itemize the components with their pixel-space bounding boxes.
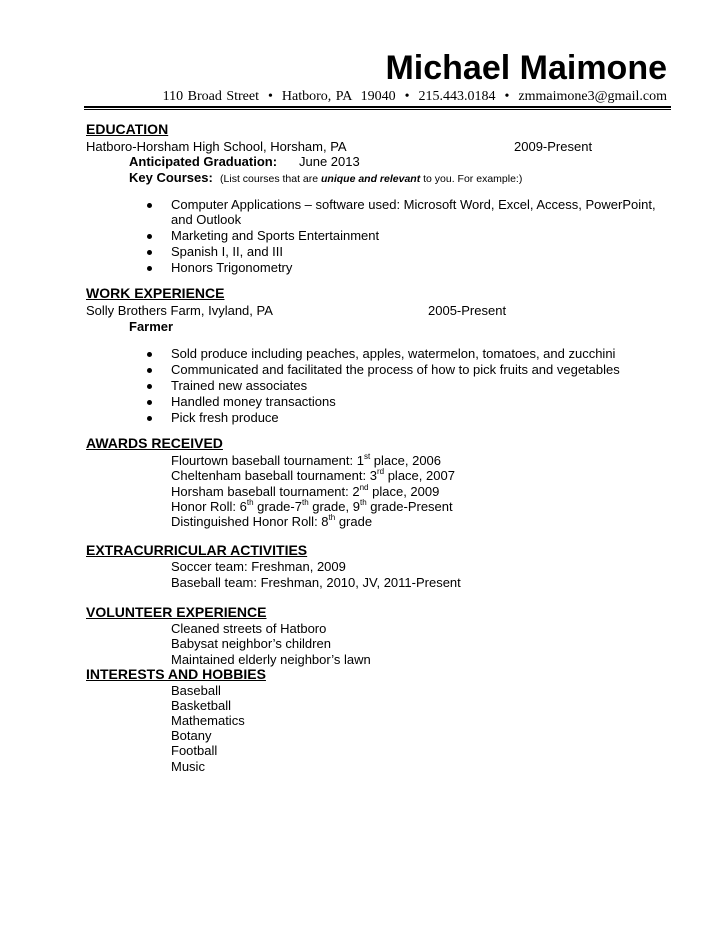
activity-item: Soccer team: Freshman, 2009 [171,559,346,574]
work-dates: 2005-Present [428,303,507,318]
award-text: Honor Roll: 6 [171,498,247,514]
contact-line: 110 Broad Street • Hatboro, PA 19040 • 215.443.0184 • zmmaimone3@gmail.com [162,89,667,104]
award-text: Horsham baseball tournament: 2 [171,483,360,499]
activity-item: Baseball team: Freshman, 2010, JV, 2011-Present [171,574,461,590]
bullet-icon [147,234,152,239]
ordinal-suffix: th [301,497,309,507]
volunteer-item: Cleaned streets of Hatboro [171,621,327,636]
award-text: Cheltenham baseball tournament: 3 [171,468,377,484]
education-heading: EDUCATION [86,121,169,137]
course-item: and Outlook [171,212,242,227]
ordinal-suffix: rd [376,467,385,477]
courses-note [220,173,522,185]
employer: Solly Brothers Farm, Ivyland, PA [86,303,273,318]
bullet-icon [147,203,152,208]
bullet-icon [147,384,152,389]
bullet-icon [147,416,152,421]
interest-item: Mathematics [171,713,245,729]
duty-item: Communicated and facilitated the process of how to pick fruits and vegetables [171,362,620,377]
course-item: Honors Trigonometry [171,260,293,275]
course-item: Spanish I, II, and III [171,244,284,259]
interest-item: Baseball [171,683,221,698]
ordinal-suffix: th [359,497,367,507]
award-item [171,499,453,514]
header-rule [84,106,671,108]
course-item: Marketing and Sports Entertainment [171,228,380,243]
ordinal-suffix: nd [359,482,369,492]
awards-heading: AWARDS RECEIVED [86,435,223,451]
award-item [171,484,439,499]
award-item [171,453,441,468]
ordinal-suffix: th [328,513,336,523]
volunteer-heading: VOLUNTEER EXPERIENCE [86,604,267,620]
bullet-icon [147,266,152,271]
duty-item: Pick fresh produce [171,410,279,425]
job-title: Farmer [129,319,174,334]
bullet-icon [147,400,152,405]
award-text: grade-Present [366,498,453,514]
award-text: Distinguished Honor Roll: 8 [171,514,329,530]
school-name: Hatboro-Horsham High School, Horsham, PA [86,139,347,154]
interest-item: Music [171,758,205,774]
candidate-name: Michael Maimone [385,49,667,87]
award-text: grade-7 [253,498,302,514]
graduation-label: Anticipated Graduation: [129,154,278,169]
key-courses-label: Key Courses: [129,170,213,185]
award-text: place, 2006 [370,453,442,468]
courses-note-emphasis: unique and relevant [321,173,421,185]
interest-item: Botany [171,728,212,744]
bullet-icon [147,352,152,357]
interest-item: Football [171,743,218,759]
courses-note-text: to you. For example:) [420,173,523,185]
course-item: Computer Applications – software used: Microsoft Word, Excel, Access, PowerPoint, [171,197,656,212]
school-dates: 2009-Present [514,139,593,154]
header-rule-thin [84,109,671,110]
interest-item: Basketball [171,698,231,714]
volunteer-item: Maintained elderly neighbor’s lawn [171,651,371,667]
bullet-icon [147,250,152,255]
bullet-icon [147,368,152,373]
extracurricular-heading: EXTRACURRICULAR ACTIVITIES [86,542,308,558]
duty-item: Trained new associates [171,378,308,393]
key-courses-line [129,170,522,187]
award-item [171,514,372,529]
award-text: grade [335,514,373,530]
award-text: place, 2007 [384,468,455,484]
work-heading: WORK EXPERIENCE [86,285,225,301]
ordinal-suffix: st [363,452,371,461]
interests-heading: INTERESTS AND HOBBIES [86,666,266,682]
graduation-value: June 2013 [299,154,360,169]
volunteer-item: Babysat neighbor’s children [171,636,331,652]
duty-item: Handled money transactions [171,394,336,409]
award-text: place, 2009 [368,483,440,499]
award-text: grade, 9 [308,498,360,514]
duty-item: Sold produce including peaches, apples, watermelon, tomatoes, and zucchini [171,346,616,361]
award-text: Flourtown baseball tournament: 1 [171,453,364,468]
ordinal-suffix: th [246,497,254,507]
award-item [171,468,455,483]
courses-note-text: (List courses that are [220,173,322,185]
